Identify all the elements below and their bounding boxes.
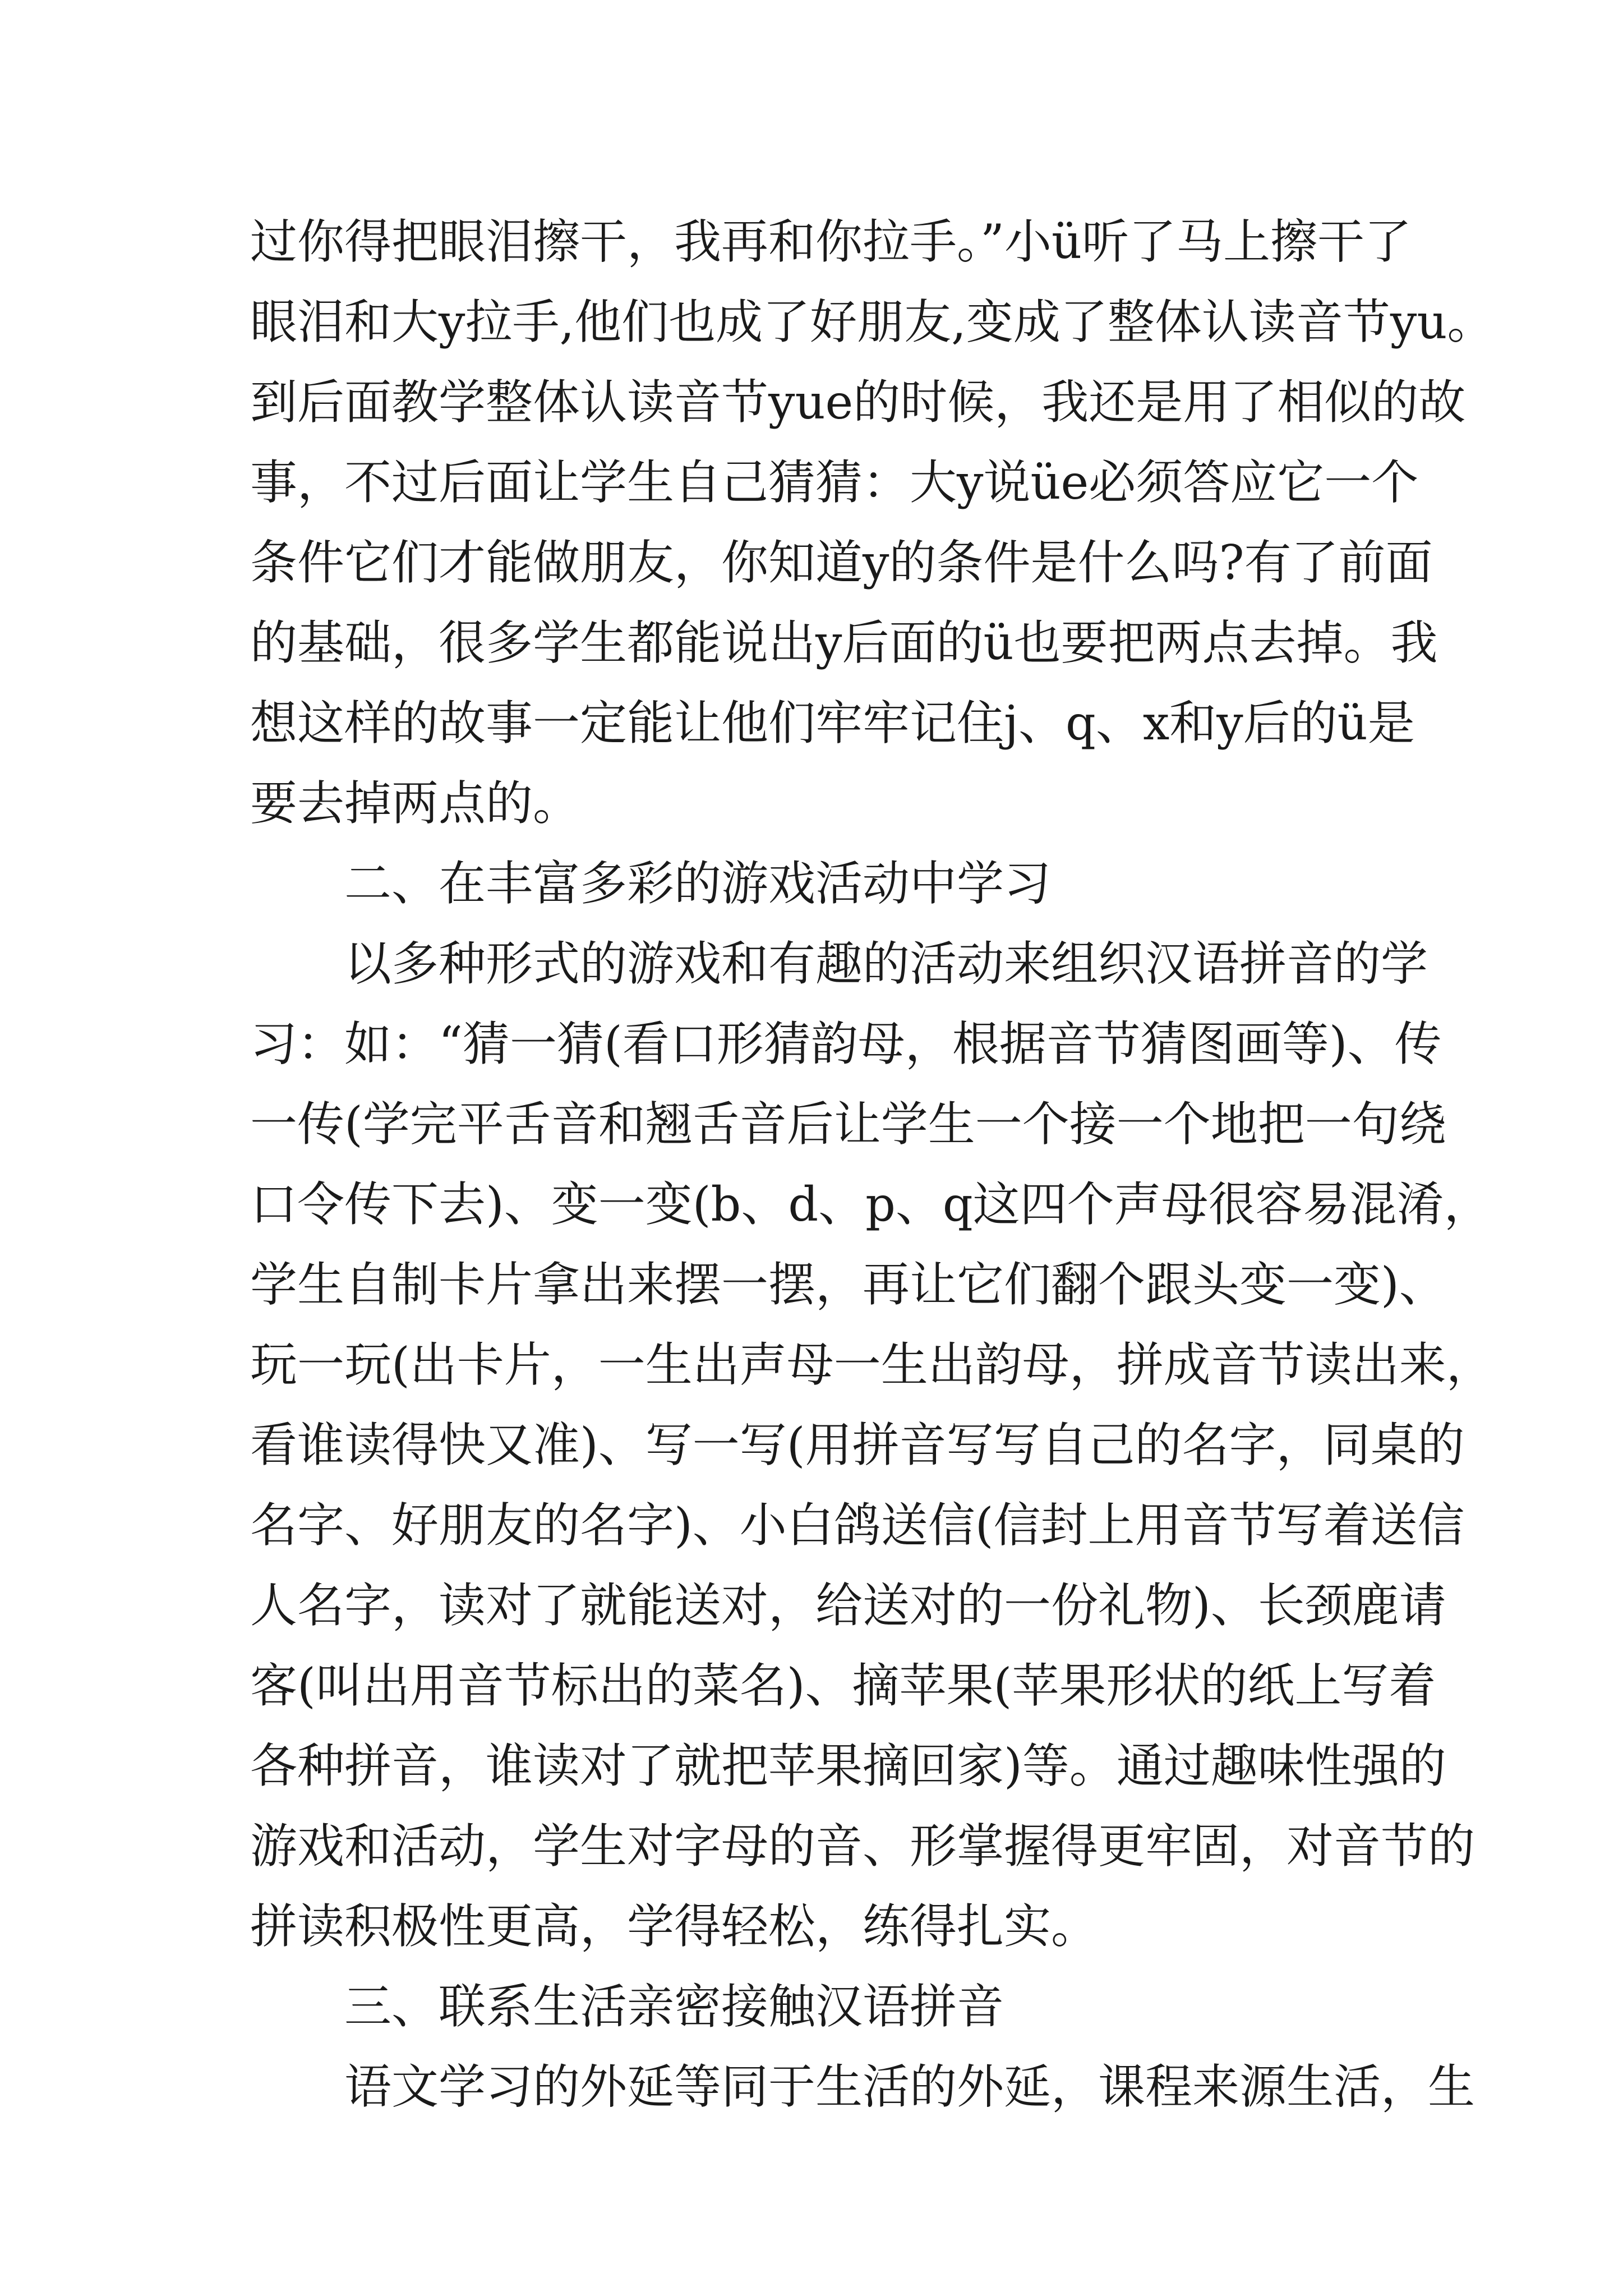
text-line: 以多种形式的游戏和有趣的活动来组织汉语拼音的学 [344,936,1428,991]
paragraph-story-continuation [250,202,1495,844]
text-line: 客(叫出用音节标出的菜名)、摘苹果(苹果形状的纸上写着 [250,1658,1436,1713]
text-line: 拼读积极性更高，学得轻松，练得扎实。 [250,1899,1099,1954]
text-line: 眼泪和大y拉手,他们也成了好朋友,变成了整体认读音节yu。 [250,295,1495,349]
text-line: 语文学习的外延等同于生活的外延，课程来源生活，生 [344,2059,1476,2114]
text-line: 事，不过后面让学生自己猜猜：大y说üe必须答应它一个 [250,455,1419,510]
section-heading-two [250,844,1390,924]
text-line: 游戏和活动，学生对字母的音、形掌握得更牢固，对音节的 [250,1819,1476,1874]
text-line: 的基础，很多学生都能说出y后面的ü也要把两点去掉。我 [250,615,1438,670]
text-line: 玩一玩(出卡片，一生出声母一生出韵母，拼成音节读出来， [250,1337,1493,1392]
text-line: 条件它们才能做朋友，你知道y的条件是什么吗?有了前面 [250,535,1433,590]
paragraph-games-activities [250,924,1493,1967]
text-line: 看谁读得快又准)、写一写(用拼音写写自己的名字，同桌的 [250,1418,1465,1473]
heading-line: 二、在丰富多彩的游戏活动中学习 [344,856,1052,911]
text-line: 学生自制卡片拿出来摆一摆，再让它们翻个跟头变一变)、 [250,1257,1446,1312]
section-heading-three [250,1967,1390,2047]
text-line: 想这样的故事一定能让他们牢牢记住j、q、x和y后的ü是 [250,696,1415,751]
text-line: 人名字，读对了就能送对，给送对的一份礼物)、长颈鹿请 [250,1578,1446,1633]
document-body [250,202,1495,2127]
text-line: 名字、好朋友的名字)、小白鸽送信(信封上用音节写着送信 [250,1498,1465,1553]
text-line: 各种拼音，谁读对了就把苹果摘回家)等。通过趣味性强的 [250,1738,1446,1793]
paragraph-life-connection [250,2047,1476,2127]
heading-line: 三、联系生活亲密接触汉语拼音 [344,1979,1004,2034]
text-line: 过你得把眼泪擦干，我再和你拉手。”小ü听了马上擦干了 [250,214,1412,269]
text-line: 到后面教学整体认读音节yue的时候，我还是用了相似的故 [250,375,1466,430]
text-line: 要去掉两点的。 [250,776,580,831]
text-line: 习：如：“猜一猜(看口形猜韵母，根据音节猜图画等)、传 [250,1016,1442,1071]
text-line: 一传(学完平舌音和翘舌音后让学生一个接一个地把一句绕 [250,1097,1446,1152]
text-line: 口令传下去)、变一变(b、d、p、q这四个声母很容易混淆， [250,1177,1491,1232]
